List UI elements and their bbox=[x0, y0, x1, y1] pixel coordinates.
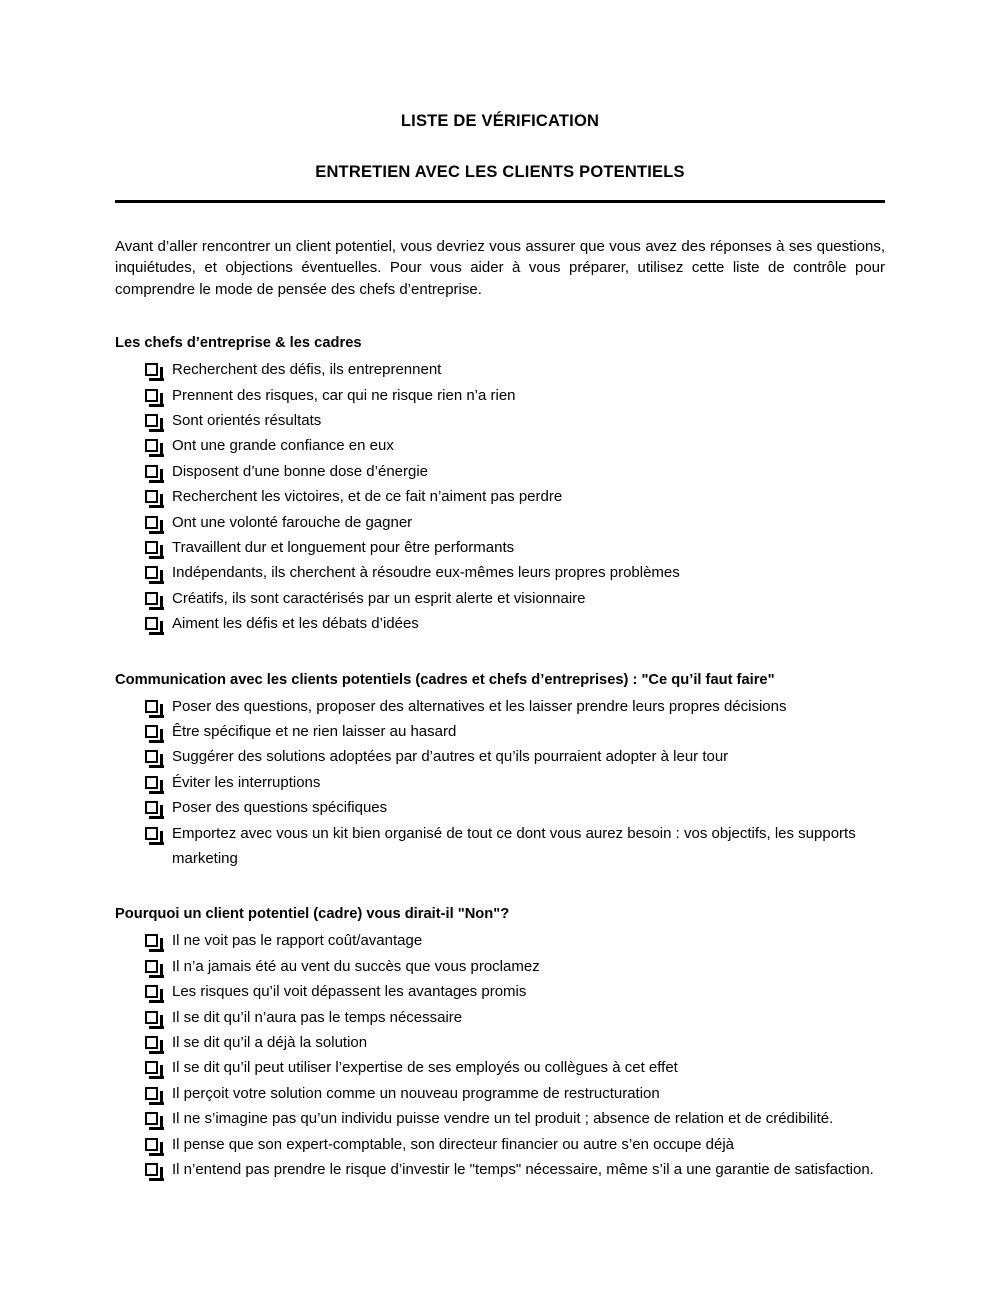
checkbox-icon[interactable] bbox=[145, 934, 158, 947]
checkbox-icon[interactable] bbox=[145, 827, 158, 840]
checklist-item-label: Recherchent des défis, ils entreprennent bbox=[172, 361, 442, 379]
checkbox-icon[interactable] bbox=[145, 439, 158, 452]
checklist-item-label: Sont orientés résultats bbox=[172, 411, 322, 429]
checkbox-icon[interactable] bbox=[145, 541, 158, 554]
checklist-item[interactable] bbox=[115, 560, 885, 585]
checkbox-icon[interactable] bbox=[145, 801, 158, 814]
checklist-item[interactable] bbox=[115, 459, 885, 484]
document-content bbox=[115, 0, 885, 1182]
checkbox-icon[interactable] bbox=[145, 1087, 158, 1100]
checklist-item-label: Être spécifique et ne rien laisser au hasard bbox=[172, 722, 457, 740]
title-divider bbox=[115, 200, 885, 203]
checklist-item[interactable] bbox=[115, 408, 885, 433]
checklist bbox=[115, 357, 885, 636]
checklist-section-objections bbox=[115, 904, 885, 1182]
checkbox-icon[interactable] bbox=[145, 1011, 158, 1024]
checklist-section-communication bbox=[115, 670, 885, 872]
checklist-item[interactable] bbox=[115, 1132, 885, 1157]
checklist bbox=[115, 694, 885, 872]
checklist-item-label: Il se dit qu’il n’aura pas le temps nécessaire bbox=[172, 1008, 463, 1026]
checklist-item[interactable] bbox=[115, 1005, 885, 1030]
checklist-item-label: Il se dit qu’il peut utiliser l’expertise de ses employés ou collègues à cet effet bbox=[172, 1059, 678, 1077]
checklist-item[interactable] bbox=[115, 586, 885, 611]
checkbox-icon[interactable] bbox=[145, 566, 158, 579]
page-subtitle: ENTRETIEN AVEC LES CLIENTS POTENTIELS bbox=[315, 162, 685, 181]
checklist-item[interactable] bbox=[115, 928, 885, 953]
section-heading: Communication avec les clients potentiels (cadres et chefs d’entreprises) : "Ce qu’il faut faire" bbox=[115, 671, 775, 688]
checklist-item-label: Indépendants, ils cherchent à résoudre eux-mêmes leurs propres problèmes bbox=[172, 564, 680, 582]
checklist-item[interactable] bbox=[115, 795, 885, 820]
checkbox-icon[interactable] bbox=[145, 490, 158, 503]
checklist-item-label: Prennent des risques, car qui ne risque rien n’a rien bbox=[172, 386, 516, 404]
checklist-item[interactable] bbox=[115, 383, 885, 408]
checklist-item[interactable] bbox=[115, 1157, 885, 1182]
document-title-block bbox=[115, 0, 885, 203]
checkbox-icon[interactable] bbox=[145, 389, 158, 402]
checklist-item[interactable] bbox=[115, 770, 885, 795]
checklist-item-label: Éviter les interruptions bbox=[172, 773, 321, 791]
checkbox-icon[interactable] bbox=[145, 1138, 158, 1151]
checklist-item[interactable] bbox=[115, 954, 885, 979]
checkbox-icon[interactable] bbox=[145, 725, 158, 738]
checklist-item-label: Il perçoit votre solution comme un nouveau programme de restructuration bbox=[172, 1084, 660, 1102]
checkbox-icon[interactable] bbox=[145, 592, 158, 605]
checklist-item[interactable] bbox=[115, 821, 885, 872]
checklist-item-label: Il ne s’imagine pas qu’un individu puisse vendre un tel produit ; absence de relation et de crédibilité. bbox=[172, 1110, 834, 1128]
checkbox-icon[interactable] bbox=[145, 1163, 158, 1176]
checklist-item[interactable] bbox=[115, 694, 885, 719]
checklist-section-leaders bbox=[115, 333, 885, 636]
checklist-item-label: Suggérer des solutions adoptées par d’autres et qu’ils pourraient adopter à leur tour bbox=[172, 748, 729, 766]
checkbox-icon[interactable] bbox=[145, 363, 158, 376]
section-heading: Pourquoi un client potentiel (cadre) vous dirait-il "Non"? bbox=[115, 906, 510, 923]
checklist-item[interactable] bbox=[115, 979, 885, 1004]
checklist-item[interactable] bbox=[115, 1055, 885, 1080]
checkbox-icon[interactable] bbox=[145, 700, 158, 713]
checkbox-icon[interactable] bbox=[145, 1036, 158, 1049]
checklist-item-label: Créatifs, ils sont caractérisés par un esprit alerte et visionnaire bbox=[172, 589, 586, 607]
checklist-item[interactable] bbox=[115, 611, 885, 636]
checkbox-icon[interactable] bbox=[145, 776, 158, 789]
checklist-item[interactable] bbox=[115, 719, 885, 744]
checklist-item-label: Il ne voit pas le rapport coût/avantage bbox=[172, 932, 423, 950]
checkbox-icon[interactable] bbox=[145, 750, 158, 763]
checklist-item[interactable] bbox=[115, 433, 885, 458]
checklist-item-label: Il n’entend pas prendre le risque d’investir le "temps" nécessaire, même s’il a une garantie de satisfaction. bbox=[172, 1161, 874, 1179]
checkbox-icon[interactable] bbox=[145, 960, 158, 973]
intro-paragraph: Avant d’aller rencontrer un client potentiel, vous devriez vous assurer que vous avez des réponses à ses questions, inquiétudes, et objections éventuelles. Pour vous aider à vous préparer, utilisez cette liste de contrôle pour comprendre le mode de pensée des chefs d’entreprise. bbox=[115, 237, 885, 298]
checkbox-icon[interactable] bbox=[145, 617, 158, 630]
checklist-item-label: Aiment les défis et les débats d’idées bbox=[172, 615, 419, 633]
checklist-item[interactable] bbox=[115, 1030, 885, 1055]
checkbox-icon[interactable] bbox=[145, 516, 158, 529]
section-heading: Les chefs d’entreprise & les cadres bbox=[115, 335, 362, 352]
checkbox-icon[interactable] bbox=[145, 414, 158, 427]
checklist-item[interactable] bbox=[115, 744, 885, 769]
checklist-item[interactable] bbox=[115, 535, 885, 560]
checklist-item-label: Il n’a jamais été au vent du succès que vous proclamez bbox=[172, 957, 540, 975]
checkbox-icon[interactable] bbox=[145, 1112, 158, 1125]
checklist-item-label: Il pense que son expert-comptable, son directeur financier ou autre s’en occupe déjà bbox=[172, 1135, 735, 1153]
checklist-item-label: Emportez avec vous un kit bien organisé de tout ce dont vous aurez besoin : vos objectifs, les supports marketing bbox=[172, 824, 856, 867]
checklist-item[interactable] bbox=[115, 484, 885, 509]
checklist-item[interactable] bbox=[115, 357, 885, 382]
checklist-item-label: Ont une volonté farouche de gagner bbox=[172, 513, 413, 531]
checkbox-icon[interactable] bbox=[145, 1061, 158, 1074]
page-title: LISTE DE VÉRIFICATION bbox=[400, 112, 600, 130]
checklist-item-label: Il se dit qu’il a déjà la solution bbox=[172, 1034, 368, 1052]
checklist-item[interactable] bbox=[115, 510, 885, 535]
checklist-item[interactable] bbox=[115, 1106, 885, 1131]
checklist-item-label: Les risques qu’il voit dépassent les avantages promis bbox=[172, 983, 527, 1001]
checklist-item-label: Disposent d’une bonne dose d’énergie bbox=[172, 462, 429, 480]
checklist-item-label: Ont une grande confiance en eux bbox=[172, 437, 394, 455]
checklist-item-label: Poser des questions spécifiques bbox=[172, 799, 388, 817]
checklist-item-label: Travaillent dur et longuement pour être performants bbox=[172, 538, 515, 556]
checklist-item-label: Recherchent les victoires, et de ce fait n’aiment pas perdre bbox=[172, 488, 563, 506]
checkbox-icon[interactable] bbox=[145, 465, 158, 478]
checklist-item-label: Poser des questions, proposer des alternatives et les laisser prendre leurs propres décisions bbox=[172, 697, 787, 715]
checkbox-icon[interactable] bbox=[145, 985, 158, 998]
checklist-item[interactable] bbox=[115, 1081, 885, 1106]
checklist bbox=[115, 928, 885, 1182]
